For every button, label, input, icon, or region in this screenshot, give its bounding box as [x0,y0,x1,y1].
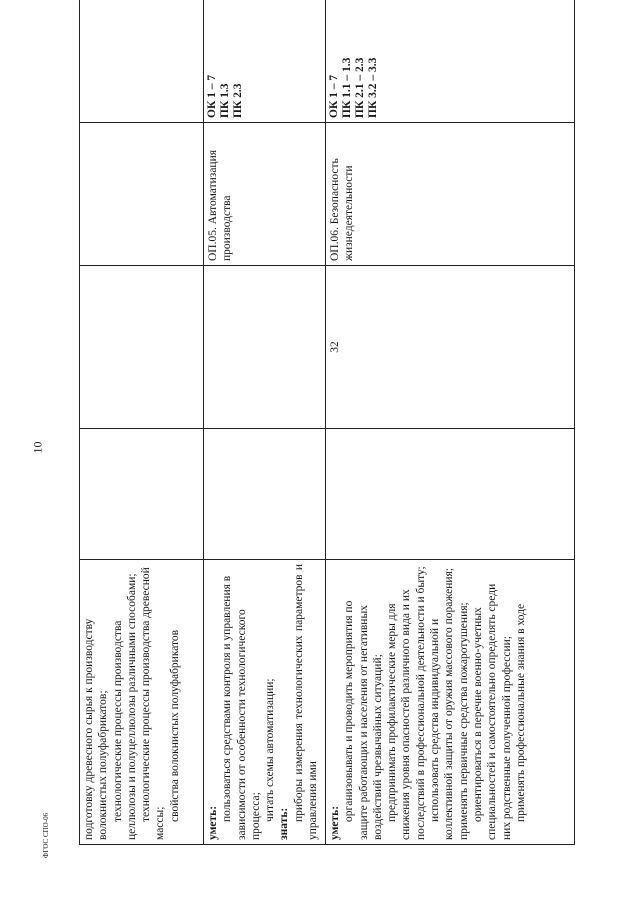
competency-code: ПК 2.1 – 2.3 [354,57,366,118]
requirements-cell [204,560,326,845]
requirement-text: технологические процессы производства целлюлозы и полуцеллюлозы различными способами; [111,573,138,840]
page-number: 10 [30,441,45,454]
table-row [204,0,326,845]
label-umet: уметь: [207,805,219,840]
requirement-text: предпринимать профилактические меры для снижения уровня опасностей различного вида и их последствий в профессиональной деятельности и быту; [386,566,427,840]
discipline-cell: ОП.06. Безопасность жизнедеятельности [326,123,575,266]
requirement-text: свойства волокнистых полуфабрикатов [168,629,181,822]
max-hours-cell: 32 [326,266,575,429]
footer-code: ФГОС СПО-06 [42,812,50,858]
table-row [326,0,575,845]
competency-code: ПК 3.2 – 3.3 [367,57,379,118]
discipline-cell: ОП.05. Автоматизация производства [204,123,326,266]
competency-code: ОК 1 – 7 [206,74,218,118]
requirements-cell [80,560,204,845]
discipline-cell [80,123,204,266]
competencies-cell [204,0,326,123]
rotated-table-sheet [79,35,559,845]
competency-code: ОК 1 – 7 [328,74,340,118]
table-row [80,0,204,845]
max-hours-cell [80,266,204,429]
requirement-text: читать схемы автоматизации; [264,678,277,822]
requirement-text: пользоваться средствами контроля и управления в зависимости от особенности технологического процесса; [221,575,262,840]
hours-cell [326,429,575,560]
max-hours-cell [204,266,326,429]
requirement-text: ориентироваться в перечне военно-учетных специальностей и самостоятельно определять среди них родственные полученной профессии; [471,583,513,840]
label-umet: уметь: [329,805,341,840]
hours-cell [80,429,204,560]
label-znat: знать: [278,807,291,840]
competencies-cell [326,0,575,123]
competency-code: ПК 1.3 [219,83,231,118]
competencies-cell [80,0,204,123]
requirement-text: подготовку древесного сырья к производству волокнистых полуфабрикатов; [83,618,110,840]
requirement-text: технологические процессы производства древесной массы; [140,567,167,840]
requirement-text: использовать средства индивидуальной и коллективной защиты от оружия массового поражения; применять первичные средства пожаротушения; [429,567,470,840]
requirement-text: организовывать и проводить мероприятия по защите работающих и населения от негативных воздействий чрезвычайных ситуаций; [343,600,384,840]
competency-code: ПК 1.1 – 1.3 [341,57,353,118]
requirement-text: применять профессиональные знания в ходе [514,603,527,822]
competency-code: ПК 2.3 [232,83,244,118]
curriculum-table [79,0,575,845]
requirements-cell [326,560,575,845]
requirement-text: приборы измерения технологических параметров и управления ими [292,564,320,840]
hours-cell [204,429,326,560]
